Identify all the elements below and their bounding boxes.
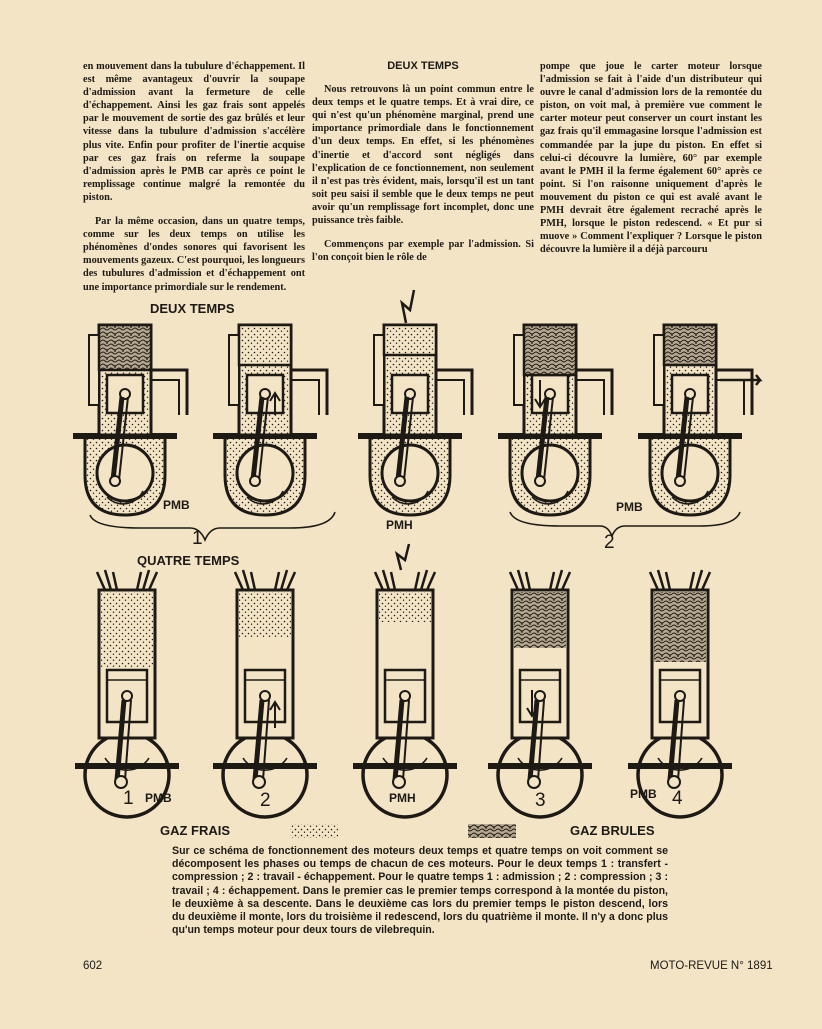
pmh-label-four-stroke: PMH <box>389 791 416 805</box>
magazine-issue: MOTO-REVUE N° 1891 <box>650 960 773 972</box>
two-stroke-engine-2a <box>498 325 612 515</box>
pmb-label-1: PMB <box>163 498 190 512</box>
pmb-label-4t-4: PMB <box>630 787 657 801</box>
col3-paragraph-1: pompe que joue le carter moteur lorsque l'admission se fait à l'aide d'un distributeur qui ouvre le canal d'admission lors de la remontée du piston, on voit mal, à première vue comment le carter moteur peut conserver un court instant les gaz frais qu'il emmagasine lorsque l'admission est commandée par la jupe du piston. En effet si celui-ci découvre la lumière, 60° par exemple avant le PMH il la ferme également 60° après ce point. Si l'on raisonne uniquement d'après le mouvement du piston ce qui est avalé avant le PMH devrait être également recraché après le PMH, lorsque le piston redescend. « Et pur si muove » Comment l'expliquer ? Lorsque le piston découvre la lumière il a déjà parcouru <box>540 61 762 256</box>
pmb-label-2: PMB <box>616 500 643 514</box>
burnt-gas-swatch <box>468 824 516 838</box>
page-number: 602 <box>83 960 103 972</box>
four-stroke-engine-4 <box>628 570 732 817</box>
group-number-2: 2 <box>604 532 615 553</box>
stroke-number-2: 2 <box>260 790 271 811</box>
two-stroke-engine-2b <box>638 325 760 515</box>
col1-paragraph-2: Par la même occasion, dans un quatre temps, comme sur les deux temps on utilise les phénomènes d'ondes sonores qui favorisent les mouvements gazeux. C'est pourquoi, les longueurs des tubulures d'admission et d'échappement ont une importance primordiale sur le rendement. <box>83 216 305 293</box>
four-stroke-engine-3 <box>488 570 592 817</box>
four-stroke-engine-2 <box>213 570 317 817</box>
col2-heading: DEUX TEMPS <box>387 60 459 72</box>
pmh-label-two-stroke: PMH <box>386 518 413 532</box>
stroke-number-1: 1 <box>123 788 134 809</box>
pmb-label-4t-1: PMB <box>145 791 172 805</box>
col2-paragraph-1: Nous retrouvons là un point commun entre le deux temps et le quatre temps. Et à vrai dire, ce qui n'est qu'un phénomène marginal, prend une importance primordiale dans le fonctionnement d'un deux temps. En effet, si les phénomènes d'inertie et d'accord sont négligés dans l'explication de ce fonctionnement, non seulement il n'est pas très évident, mais, lorsqu'il est un tant soit peu saisi il semble que le deux temps ne peut avoir qu'un remplissage fort incomplet, donc une puissance très faible. <box>312 84 534 227</box>
figure-caption: Sur ce schéma de fonctionnement des moteurs deux temps et quatre temps on voit comment se décomposent les phases ou temps de chacun de ces moteurs. Pour le deux temps 1 : transfert - compression ; 2 : travail - échappement. Pour le quatre temps 1 : admission ; 2 : compression ; 3 : travail ; 4 : échappement. Dans le premier cas le premier temps correspond à la montée du piston, le deuxième à sa descente. Dans le deuxième cas lors du premier temps le piston descend, lors du deuxième il monte, lors du troisième il redescend, lors du quatrième il monte. Il n'y a donc plus qu'un temps moteur pour deux tours de vilebrequin. <box>172 845 668 937</box>
four-stroke-engine-pmh <box>353 544 457 817</box>
two-stroke-engine-1a <box>73 325 187 515</box>
two-stroke-title: DEUX TEMPS <box>150 301 235 316</box>
stroke-number-3: 3 <box>535 790 546 811</box>
group-number-1: 1 <box>192 528 203 549</box>
col2-paragraph-2: Commençons par exemple par l'admission. Si l'on conçoit bien le rôle de <box>312 239 534 264</box>
four-stroke-engine-1 <box>75 570 179 817</box>
fresh-gas-swatch <box>290 824 338 838</box>
burnt-gas-legend: GAZ BRULES <box>570 823 655 838</box>
col1-paragraph-1: en mouvement dans la tubulure d'échappement. Il est même avantageux d'ouvrir la soupape d'admission avant la fermeture de celle d'échappement. Ainsi les gaz frais sont appelés par le mouvement de sortie des gaz brûlés et leur vitesse dans la tubulure d'admission s'accélère plus vite. Enfin pour profiter de l'inertie acquise par ces gaz frais on referme la soupape d'admission après le PMB car après ce point le remplissage continue malgré la remontée du piston. <box>83 61 305 203</box>
two-stroke-engine-1b <box>213 325 327 515</box>
two-stroke-engine-pmh <box>358 290 472 515</box>
stroke-number-4: 4 <box>672 788 683 809</box>
fresh-gas-legend: GAZ FRAIS <box>160 823 231 838</box>
four-stroke-title: QUATRE TEMPS <box>137 553 240 568</box>
